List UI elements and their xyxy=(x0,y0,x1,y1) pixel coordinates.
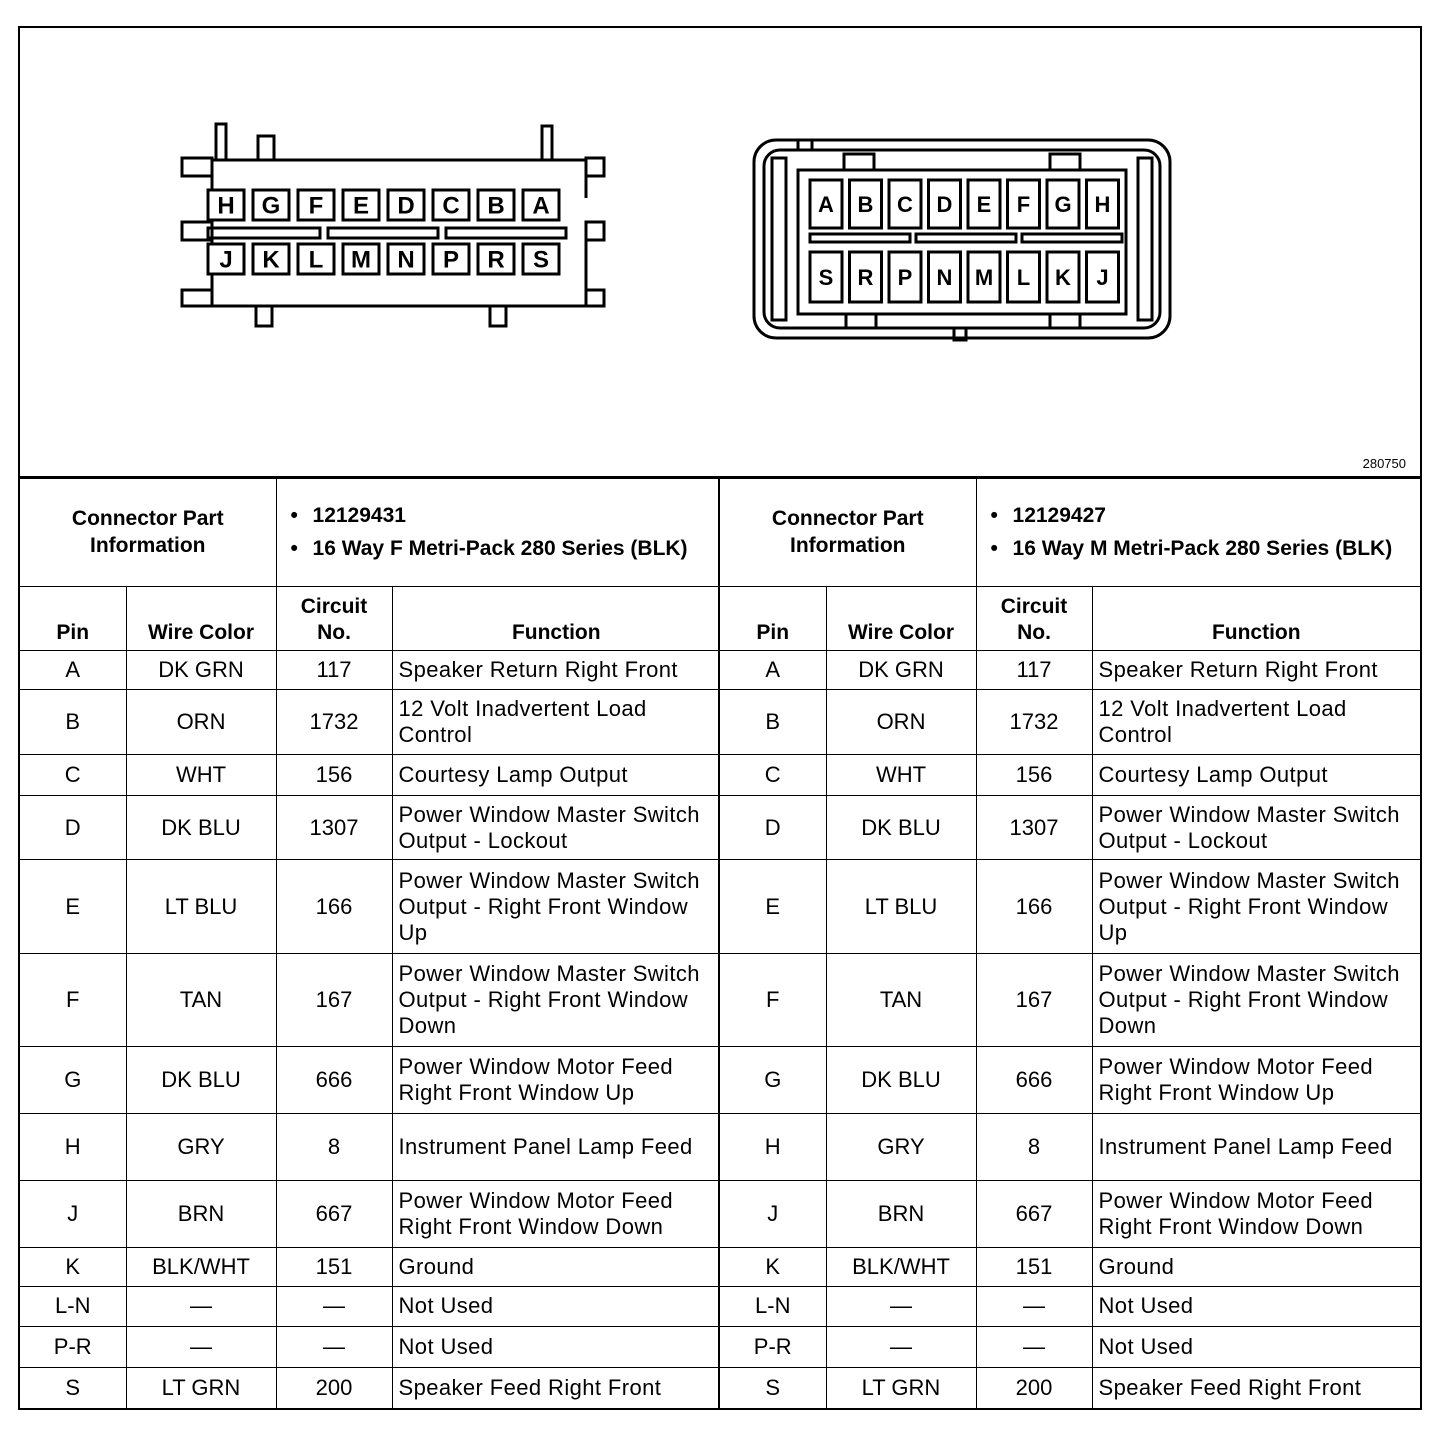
connector-m-cavity-label: F xyxy=(1016,191,1031,217)
connector-f-divider xyxy=(446,228,566,238)
table-row xyxy=(20,1367,720,1408)
circuit-cell: 117 xyxy=(276,651,392,690)
function-header: Function xyxy=(392,586,720,651)
table-row xyxy=(20,1181,720,1248)
connector-info-details xyxy=(276,479,720,587)
connector-f-cavity-label: S xyxy=(532,246,550,274)
function-cell: Power Window Motor Feed Right Front Window Down xyxy=(1092,1181,1420,1248)
connector-f-cavity-label: R xyxy=(487,246,505,274)
table-row xyxy=(720,860,1420,953)
pin-cell: E xyxy=(20,860,126,953)
wire-color-cell: LT GRN xyxy=(826,1367,976,1408)
circuit-cell: 1732 xyxy=(976,690,1092,755)
wire-color-cell: DK BLU xyxy=(826,795,976,860)
function-cell: Speaker Return Right Front xyxy=(1092,651,1420,690)
diagram-frame xyxy=(18,26,1422,1410)
pin-cell: F xyxy=(720,953,826,1046)
connector-f-latch-right-mid xyxy=(586,222,604,240)
function-cell: Power Window Master Switch Output - Right Front Window Down xyxy=(392,953,720,1046)
function-cell: Courtesy Lamp Output xyxy=(392,754,720,795)
pinout-table xyxy=(20,478,720,1408)
pin-cell: P-R xyxy=(20,1327,126,1368)
connector-f-tab-bottom-left xyxy=(256,306,272,326)
connector-f-cavity-label: C xyxy=(442,192,460,220)
wire-color-cell: DK BLU xyxy=(126,1047,276,1114)
wire-color-cell: WHT xyxy=(826,754,976,795)
connector-m-divider xyxy=(916,234,1016,242)
function-cell: Power Window Motor Feed Right Front Window Up xyxy=(1092,1047,1420,1114)
function-cell: Power Window Master Switch Output - Lockout xyxy=(1092,795,1420,860)
table-row xyxy=(20,1327,720,1368)
circuit-cell: 151 xyxy=(976,1248,1092,1287)
connector-m-top-tab xyxy=(1050,154,1080,170)
table-row xyxy=(20,754,720,795)
connector-m-top-tab xyxy=(844,154,874,170)
connector-m-cavity-label: D xyxy=(936,191,953,217)
function-cell: Not Used xyxy=(1092,1286,1420,1327)
function-cell: 12 Volt Inadvertent Load Control xyxy=(392,690,720,755)
table-row xyxy=(720,1286,1420,1327)
connector-f-latch-right-top xyxy=(586,158,604,176)
connector-m-cavity-label: S xyxy=(818,264,834,290)
connector-m-side-rail-right xyxy=(1138,158,1152,320)
pin-cell: C xyxy=(20,754,126,795)
circuit-no-header: Circuit No. xyxy=(276,586,392,651)
part-number: • 12129431 xyxy=(313,502,715,529)
connector-f-divider xyxy=(328,228,438,238)
function-cell: Instrument Panel Lamp Feed xyxy=(1092,1114,1420,1181)
pin-cell: B xyxy=(20,690,126,755)
wire-color-header: Wire Color xyxy=(126,586,276,651)
table-row xyxy=(20,651,720,690)
pinout-tables xyxy=(20,478,1420,1408)
connector-m-bottom-tab xyxy=(1050,314,1080,328)
circuit-cell: — xyxy=(276,1286,392,1327)
connector-f-latch-right-bottom xyxy=(586,290,604,306)
circuit-cell: 167 xyxy=(276,953,392,1046)
wire-color-cell: DK GRN xyxy=(826,651,976,690)
table-row xyxy=(20,1248,720,1287)
function-cell: Ground xyxy=(392,1248,720,1287)
circuit-cell: — xyxy=(976,1327,1092,1368)
circuit-cell: — xyxy=(276,1327,392,1368)
wire-color-cell: LT GRN xyxy=(126,1367,276,1408)
circuit-cell: 117 xyxy=(976,651,1092,690)
wire-color-cell: LT BLU xyxy=(126,860,276,953)
figure-id: 280750 xyxy=(1362,456,1406,471)
wire-color-cell: — xyxy=(126,1286,276,1327)
table-row xyxy=(720,953,1420,1046)
wire-color-cell: — xyxy=(126,1327,276,1368)
wire-color-cell: DK BLU xyxy=(126,795,276,860)
connector-f-cavity-label: F xyxy=(308,192,324,220)
connector-f-housing xyxy=(212,160,586,306)
connector-m-cavity-label: A xyxy=(818,191,834,217)
connector-f-cavity-label: D xyxy=(397,192,415,220)
connector-f-cavity-label: P xyxy=(442,246,460,274)
circuit-cell: 167 xyxy=(976,953,1092,1046)
header-row xyxy=(20,586,720,651)
connector-m-cavity-label: N xyxy=(936,264,953,290)
table-row xyxy=(20,795,720,860)
table-row xyxy=(720,1327,1420,1368)
circuit-cell: 151 xyxy=(276,1248,392,1287)
table-row xyxy=(720,651,1420,690)
connector-f-post-left xyxy=(216,124,226,160)
circuit-cell: 666 xyxy=(276,1047,392,1114)
connector-f-divider xyxy=(208,228,320,238)
function-cell: Power Window Motor Feed Right Front Window Down xyxy=(392,1181,720,1248)
wire-color-cell: DK BLU xyxy=(826,1047,976,1114)
connector-f-post-right xyxy=(542,126,552,160)
table-row xyxy=(20,860,720,953)
function-cell: Speaker Feed Right Front xyxy=(392,1367,720,1408)
function-cell: Power Window Master Switch Output - Lockout xyxy=(392,795,720,860)
connector-f-tab-bottom-right xyxy=(490,306,506,326)
wire-color-cell: ORN xyxy=(826,690,976,755)
wire-color-cell: ORN xyxy=(126,690,276,755)
connector-f-cavity-label: A xyxy=(532,192,550,220)
pin-cell: P-R xyxy=(720,1327,826,1368)
connector-m-divider xyxy=(1022,234,1122,242)
connector-m-cavity-label: J xyxy=(1096,264,1109,290)
connector-m-cavity-label: K xyxy=(1055,264,1071,290)
function-cell: Power Window Master Switch Output - Right Front Window Down xyxy=(1092,953,1420,1046)
wire-color-cell: DK GRN xyxy=(126,651,276,690)
wire-color-cell: BRN xyxy=(826,1181,976,1248)
table-row xyxy=(720,1367,1420,1408)
wire-color-cell: TAN xyxy=(126,953,276,1046)
circuit-cell: 1732 xyxy=(276,690,392,755)
table-row xyxy=(20,1047,720,1114)
pin-cell: J xyxy=(720,1181,826,1248)
circuit-cell: 1307 xyxy=(276,795,392,860)
pin-cell: L-N xyxy=(720,1286,826,1327)
pinout-table xyxy=(720,478,1420,1408)
wire-color-cell: — xyxy=(826,1286,976,1327)
table-row xyxy=(720,795,1420,860)
function-cell: Not Used xyxy=(392,1286,720,1327)
circuit-cell: 156 xyxy=(276,754,392,795)
connector-diagram-area xyxy=(20,28,1420,478)
pin-cell: B xyxy=(720,690,826,755)
connector-m-cavity-label: R xyxy=(857,264,874,290)
circuit-cell: 1307 xyxy=(976,795,1092,860)
connector-f-cavity-label: J xyxy=(219,246,233,274)
pin-cell: K xyxy=(20,1248,126,1287)
connector-info-label: Connector Part Information xyxy=(720,479,976,587)
table-row xyxy=(720,754,1420,795)
connector-f-cavity-label: B xyxy=(487,192,505,220)
pin-cell: S xyxy=(20,1367,126,1408)
connector-f-cavity-label: H xyxy=(217,192,235,220)
circuit-cell: 200 xyxy=(276,1367,392,1408)
pinout-table-left xyxy=(20,478,720,1408)
function-cell: Instrument Panel Lamp Feed xyxy=(392,1114,720,1181)
header-row xyxy=(720,586,1420,651)
connector-m-side-rail-left xyxy=(772,158,786,320)
circuit-cell: — xyxy=(976,1286,1092,1327)
pin-cell: H xyxy=(720,1114,826,1181)
function-cell: Speaker Return Right Front xyxy=(392,651,720,690)
table-row xyxy=(720,1047,1420,1114)
function-cell: Not Used xyxy=(1092,1327,1420,1368)
connector-f-tab-top xyxy=(258,136,274,160)
pin-cell: D xyxy=(20,795,126,860)
table-row xyxy=(20,1114,720,1181)
pin-cell: A xyxy=(720,651,826,690)
pin-cell: H xyxy=(20,1114,126,1181)
table-row xyxy=(20,953,720,1046)
pinout-table-right xyxy=(720,478,1420,1408)
function-cell: Power Window Motor Feed Right Front Window Up xyxy=(392,1047,720,1114)
wire-color-cell: BLK/WHT xyxy=(826,1248,976,1287)
function-header: Function xyxy=(1092,586,1420,651)
function-cell: 12 Volt Inadvertent Load Control xyxy=(1092,690,1420,755)
connector-m-cavity-label: C xyxy=(897,191,913,217)
pin-cell: E xyxy=(720,860,826,953)
pin-cell: K xyxy=(720,1248,826,1287)
connector-m-cavity-label: G xyxy=(1054,191,1072,217)
connector-f-cavity-label: N xyxy=(397,246,415,274)
connector-f-cavity-label: K xyxy=(262,246,280,274)
pin-cell: F xyxy=(20,953,126,1046)
pin-cell: J xyxy=(20,1181,126,1248)
pin-cell: S xyxy=(720,1367,826,1408)
wire-color-cell: BRN xyxy=(126,1181,276,1248)
wire-color-cell: LT BLU xyxy=(826,860,976,953)
connector-m-cavity-label: M xyxy=(974,264,994,290)
connector-f-cavity-label: L xyxy=(308,246,324,274)
circuit-no-header: Circuit No. xyxy=(976,586,1092,651)
circuit-cell: 667 xyxy=(276,1181,392,1248)
connector-m-cavity-label: E xyxy=(976,191,992,217)
pin-cell: A xyxy=(20,651,126,690)
function-cell: Power Window Master Switch Output - Right Front Window Up xyxy=(1092,860,1420,953)
function-cell: Not Used xyxy=(392,1327,720,1368)
wire-color-cell: — xyxy=(826,1327,976,1368)
connector-drawings xyxy=(20,28,1420,476)
wire-color-cell: BLK/WHT xyxy=(126,1248,276,1287)
circuit-cell: 166 xyxy=(976,860,1092,953)
circuit-cell: 166 xyxy=(276,860,392,953)
wire-color-cell: WHT xyxy=(126,754,276,795)
table-row xyxy=(20,690,720,755)
pin-cell: G xyxy=(720,1047,826,1114)
connector-info-row xyxy=(720,479,1420,587)
function-cell: Speaker Feed Right Front xyxy=(1092,1367,1420,1408)
connector-m-divider xyxy=(810,234,910,242)
circuit-cell: 156 xyxy=(976,754,1092,795)
circuit-cell: 667 xyxy=(976,1181,1092,1248)
circuit-cell: 8 xyxy=(976,1114,1092,1181)
connector-info-label: Connector Part Information xyxy=(20,479,276,587)
table-row xyxy=(720,1181,1420,1248)
pin-cell: C xyxy=(720,754,826,795)
connector-m-cavity-label: B xyxy=(857,191,874,217)
wire-color-cell: GRY xyxy=(126,1114,276,1181)
connector-m-bottom-tab xyxy=(846,314,876,328)
wire-color-header: Wire Color xyxy=(826,586,976,651)
connector-f-cavity-label: G xyxy=(261,192,281,220)
pin-header: Pin xyxy=(720,586,826,651)
connector-m-top-notch xyxy=(798,140,812,150)
connector-f-cavity-label: E xyxy=(352,192,370,220)
connector-f-latch-left-bottom xyxy=(182,290,212,306)
function-cell: Power Window Master Switch Output - Right Front Window Up xyxy=(392,860,720,953)
table-row xyxy=(720,1114,1420,1181)
connector-m-cavity-label: H xyxy=(1094,191,1111,217)
connector-m-cavity-label: P xyxy=(897,264,913,290)
function-cell: Ground xyxy=(1092,1248,1420,1287)
connector-description: • 16 Way M Metri-Pack 280 Series (BLK) xyxy=(1013,535,1415,562)
table-row xyxy=(20,1286,720,1327)
pin-cell: D xyxy=(720,795,826,860)
part-number: • 12129427 xyxy=(1013,502,1415,529)
circuit-cell: 8 xyxy=(276,1114,392,1181)
table-row xyxy=(720,1248,1420,1287)
circuit-cell: 666 xyxy=(976,1047,1092,1114)
pin-cell: L-N xyxy=(20,1286,126,1327)
function-cell: Courtesy Lamp Output xyxy=(1092,754,1420,795)
pin-cell: G xyxy=(20,1047,126,1114)
connector-info-details xyxy=(976,479,1420,587)
wire-color-cell: GRY xyxy=(826,1114,976,1181)
wire-color-cell: TAN xyxy=(826,953,976,1046)
connector-description: • 16 Way F Metri-Pack 280 Series (BLK) xyxy=(313,535,715,562)
connector-f-cavity-label: M xyxy=(351,246,371,274)
connector-m-cavity-label: L xyxy=(1016,264,1031,290)
table-row xyxy=(720,690,1420,755)
circuit-cell: 200 xyxy=(976,1367,1092,1408)
connector-f-latch-left-top xyxy=(182,158,212,176)
pin-header: Pin xyxy=(20,586,126,651)
connector-info-row xyxy=(20,479,720,587)
